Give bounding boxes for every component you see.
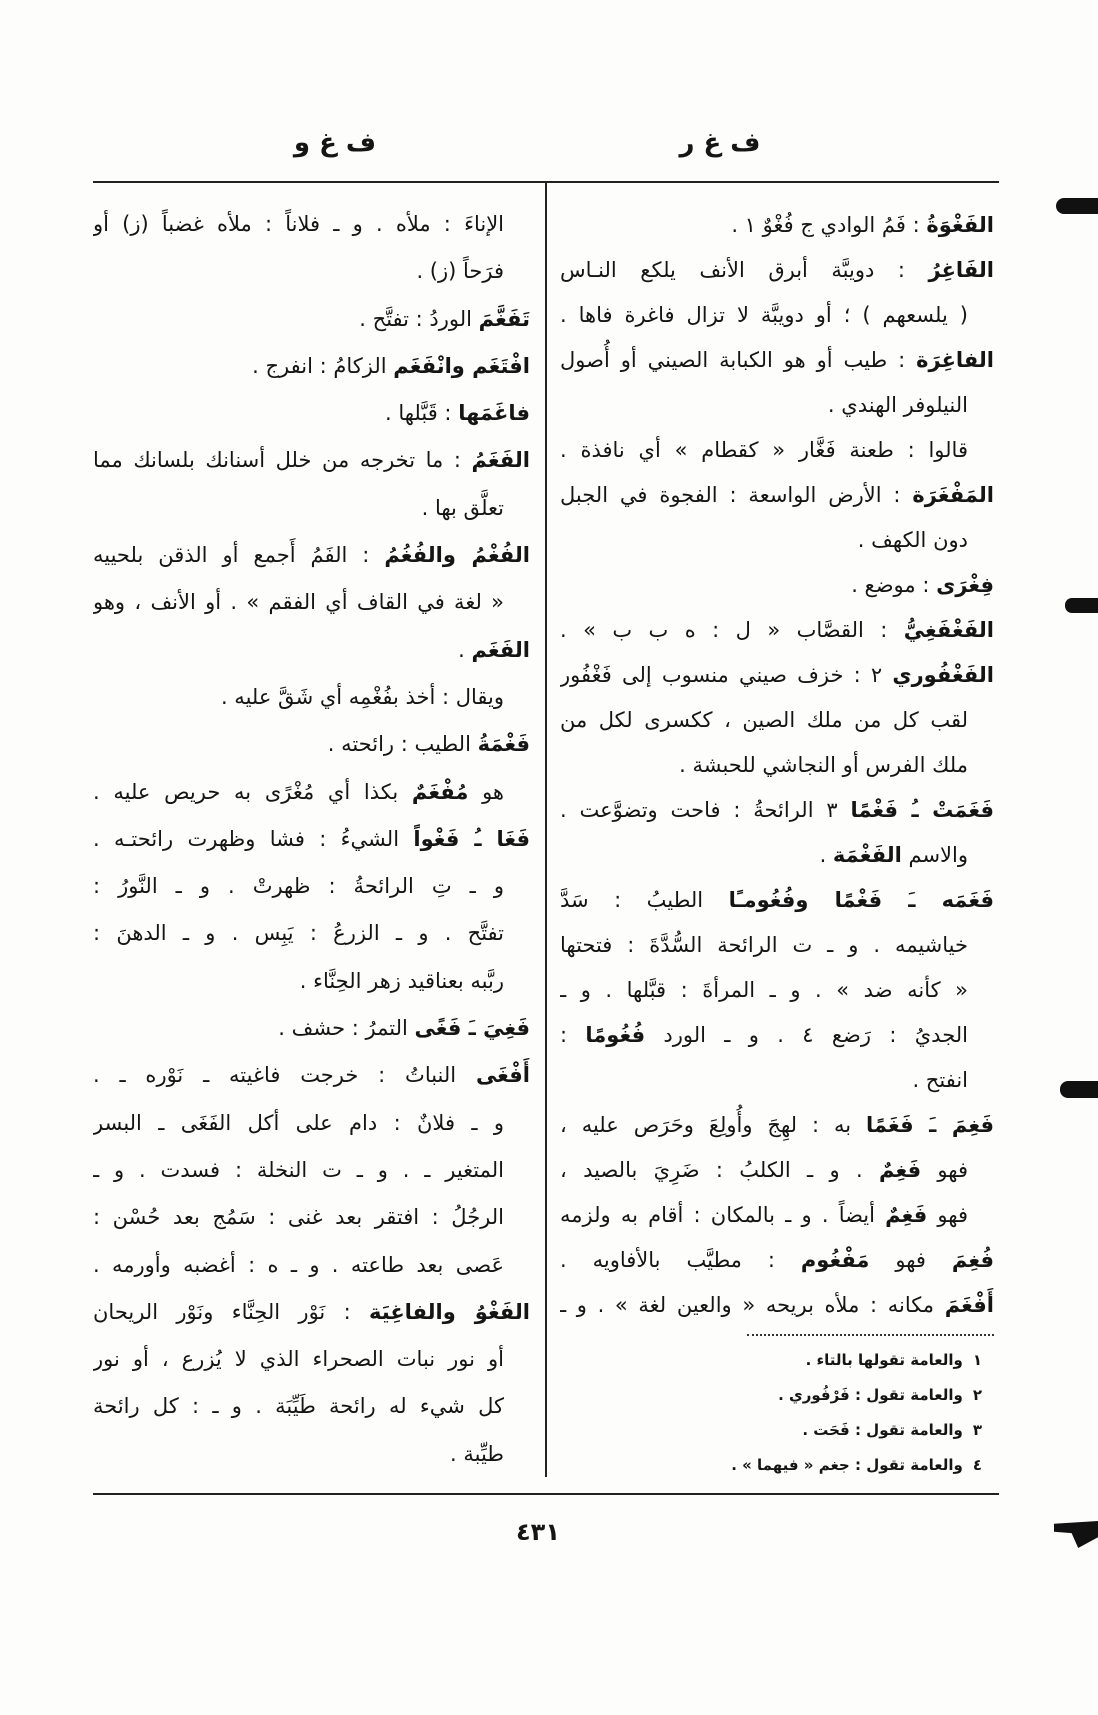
headword: تَفَغَّمَ: [478, 306, 530, 331]
headword: الفَغْفَغِيُّ: [903, 618, 994, 642]
headword: الفاغِرَة: [916, 348, 994, 372]
entry-line: [560, 743, 994, 788]
entry-line: [560, 473, 994, 518]
entry-line: [560, 1193, 994, 1238]
footnotes: [712, 1343, 982, 1483]
page-number: ٤٣١: [516, 1518, 560, 1546]
thumb-index-mark: [1065, 598, 1098, 613]
definition-text: النباتُ : خرجت فاغيته ـ نَوْره ـ .: [93, 1063, 476, 1088]
definition-text: فرَحاً (ز) .: [416, 259, 504, 284]
entry-line: [560, 203, 994, 248]
entry-line: [560, 518, 994, 563]
definition-text: : قَبَّلها .: [385, 401, 459, 426]
headword: فَغْمَةُ: [477, 732, 530, 757]
entry-line: [560, 428, 994, 473]
entry-line: [560, 878, 994, 923]
definition-text: فهو: [869, 1248, 952, 1272]
definition-text: ويقال : أخذ بفُغْمِه أي شَقَّ عليه .: [220, 684, 504, 709]
definition-text: عَصى بعد طاعته . و ـ ه : أغضبه وأورمه .: [93, 1252, 504, 1277]
definition-text: : نَوْر الحِنَّاء ونَوْر الريحان: [93, 1299, 370, 1324]
definition-text: هو: [468, 779, 504, 804]
definition-text: الطيبُ : سَدَّ: [560, 888, 729, 912]
headword: فُغِمَ: [951, 1248, 994, 1272]
definition-text: الإناءَ : ملأه . و ـ فلاناً : ملأه غضباً (ز) أو: [93, 212, 504, 236]
headword: الفُغْمُ والفُغُمُ: [384, 543, 530, 568]
definition-text: التمرُ : حشف .: [278, 1016, 415, 1041]
definition-text: : موضع .: [851, 573, 937, 597]
definition-text: أو نور نبات الصحراء الذي لا يُزرع ، أو نور: [93, 1347, 504, 1372]
definition-text: .: [458, 637, 472, 662]
definition-text: أيضاً . و ـ بالمكان : أقام به ولزمه: [560, 1203, 886, 1227]
entry-line: [560, 293, 994, 338]
entry-line: [93, 485, 530, 532]
definition-text: به : لهِجَ وأُولِعَ وحَرَص عليه ،: [560, 1113, 867, 1137]
entry-line: [93, 769, 530, 816]
definition-text: ربَّبه بعناقيد زهر الحِنَّاء .: [299, 968, 504, 993]
footnote-number: ١: [972, 1351, 982, 1369]
entry-line: [93, 816, 530, 863]
headword: فَغَمَتْ ـُ فَغْمًا: [850, 798, 994, 822]
definition-text: :: [560, 1023, 586, 1047]
headword: أَفْغَى: [475, 1063, 530, 1088]
footnote: [712, 1343, 982, 1378]
definition-text: : الأرض الواسعة : الفجوة في الجبل: [560, 483, 913, 507]
headword: أَفْغَمَ: [944, 1293, 994, 1317]
headword: فَغِمَ ـَ فَغَمًا: [866, 1113, 994, 1137]
entry-line: [93, 390, 530, 437]
definition-text: ملك الفرس أو النجاشي للحبشة .: [679, 753, 968, 777]
definition-text: النيلوفر الهندي .: [827, 393, 968, 417]
definition-text: خياشيمه . و ـ ت الرائحة السُّدَّةَ : فتحتها: [560, 933, 968, 957]
headword: فِغْرَى: [936, 573, 994, 597]
headword: الفَغْمَة: [832, 843, 902, 867]
left-column: [93, 201, 530, 1478]
footnote-number: ٤: [972, 1456, 982, 1474]
definition-text: بكذا أي مُغْرًى به حريص عليه .: [93, 779, 412, 804]
headword: فَغَمَه ـَ فَغْمًا وفُغُومـًا: [728, 888, 994, 912]
footnote-number: ٣: [972, 1421, 982, 1439]
entry-line: [560, 248, 994, 293]
entry-line: [93, 1431, 530, 1478]
entry-line: [93, 296, 530, 343]
definition-text: المتغير ـ . و ـ ت النخلة : فسدت . و ـ: [93, 1157, 504, 1182]
definition-text: قالوا : طعنة فَغَّار « كقطام » أي نافذة .: [560, 438, 968, 462]
entry-line: [560, 563, 994, 608]
footnote-number: ٢: [972, 1386, 982, 1404]
entry-line: [93, 721, 530, 768]
definition-text: انفتح .: [912, 1068, 968, 1092]
headword: الفَغْفُوري: [892, 663, 994, 687]
definition-text: : دويبَّة أبرق الأنف يلكع النـاس: [560, 258, 929, 282]
right-column: [560, 203, 994, 1328]
headword: الفَغْوُ والفاغِيَة: [369, 1299, 530, 1324]
entry-line: [560, 833, 994, 878]
definition-text: و ـ فلانٌ : دام على أكل الفَغَى ـ البسر: [93, 1110, 504, 1135]
definition-text: ( يلسعهم ) ؛ أو دويبَّة لا تزال فاغرة فاها .: [560, 303, 968, 327]
running-head-right: ف غ ر: [679, 128, 761, 158]
headword: المَفْغَرَة: [912, 483, 994, 507]
entry-line: [93, 1242, 530, 1289]
definition-text: ٢ : خزف صيني منسوب إلى فَغْفُور: [560, 663, 893, 687]
bottom-rule: [93, 1493, 999, 1495]
headword: مَفْغُوم: [800, 1248, 870, 1272]
running-head-left: ف غ و: [293, 128, 377, 158]
entry-line: [93, 248, 530, 295]
thumb-index-mark: [1056, 198, 1098, 214]
entry-line: [93, 532, 530, 579]
entry-line: [93, 1005, 530, 1052]
definition-text: دون الكهف .: [857, 528, 968, 552]
definition-text: فهو: [927, 1203, 968, 1227]
entry-line: [560, 968, 994, 1013]
headword: افْتَغَم وانْفَغَم: [393, 353, 530, 378]
headword: الفَغْوَةُ: [926, 213, 994, 237]
definition-text: والاسم: [901, 843, 968, 867]
headword: الفَغَمُ: [471, 448, 530, 473]
entry-line: [560, 923, 994, 968]
headword: فَغِمٌ: [885, 1203, 928, 1227]
definition-text: ٣ الرائحةُ : فاحت وتضوَّعت .: [560, 798, 851, 822]
definition-text: « لغة في القاف أي الفقم » . أو الأنف ، وهو: [93, 590, 504, 615]
definition-text: . و ـ الكلبُ : ضَرِيَ بالصيد ،: [560, 1158, 880, 1182]
entry-line: [560, 1148, 994, 1193]
entry-line: [93, 627, 530, 674]
definition-text: لقب كل من ملك الصين ، ككسرى لكل من: [560, 708, 968, 732]
footnote: [712, 1378, 982, 1413]
headword: الفَاغِرُ: [928, 258, 994, 282]
definition-text: « كأنه ضد » . و ـ المرأةَ : قبَّلها . و ـ: [560, 978, 968, 1002]
headword: مُفْغَمٌ: [411, 779, 469, 804]
definition-text: : ما تخرجه من خلل أسنانك بلسانك مما: [93, 448, 472, 473]
definition-text: .: [819, 843, 833, 867]
headword: الفَغَم: [471, 637, 530, 662]
definition-text: الجديُ : رَضع ٤ . و ـ الورد: [645, 1023, 968, 1047]
column-divider: [545, 183, 547, 1477]
definition-text: فهو: [921, 1158, 968, 1182]
definition-text: : طيب أو هو الكبابة الصيني أو أُصول: [560, 348, 917, 372]
definition-text: مكانه : ملأه بريحه « والعين لغة » . و ـ: [560, 1293, 945, 1317]
footnote-text: والعامة تقولها بالتاء .: [805, 1351, 963, 1369]
definition-text: الوردُ : تفتَّح .: [359, 306, 479, 331]
headword: فَغَا ـُ فَغْواً: [413, 826, 530, 851]
entry-line: [560, 698, 994, 743]
footnote-separator: [747, 1334, 994, 1336]
entry-line: [93, 343, 530, 390]
entry-line: [560, 1058, 994, 1103]
definition-text: : الفَمُ أَجمع أو الذقن بلحييه: [93, 543, 385, 568]
definition-text: : القصَّاب « ل : ه ب ب » .: [560, 618, 904, 642]
entry-line: [560, 1103, 994, 1148]
definition-text: الطيب : رائحته .: [327, 732, 478, 757]
entry-line: [93, 437, 530, 484]
entry-line: [93, 958, 530, 1005]
definition-text: الزكامُ : انفرج .: [252, 353, 394, 378]
entry-line: [93, 1289, 530, 1336]
definition-text: تعلَّق بها .: [421, 495, 504, 520]
definition-text: : فَمُ الوادي ج فُغْوٌ ١ .: [731, 213, 927, 237]
entry-line: [93, 201, 530, 248]
entry-line: [560, 338, 994, 383]
entry-line: [93, 579, 530, 626]
footnote-text: والعامة تقول : فَحَت .: [802, 1421, 963, 1439]
entry-line: [93, 1147, 530, 1194]
footnote-text: والعامة تقول : جغم « فيهما » .: [731, 1456, 963, 1474]
entry-line: [560, 1283, 994, 1328]
headword: فَغِمٌ: [879, 1158, 922, 1182]
entry-line: [560, 383, 994, 428]
entry-line: [93, 1100, 530, 1147]
definition-text: الشيءُ : فشا وظهرت رائحتـه .: [93, 826, 414, 851]
footnote: [712, 1413, 982, 1448]
definition-text: طيِّبة .: [450, 1441, 504, 1466]
definition-text: و ـ تِ الرائحةُ : ظهرتْ . و ـ النَّورُ :: [93, 874, 504, 899]
headword: فُغُومًا: [585, 1023, 646, 1047]
entry-line: [560, 653, 994, 698]
entry-line: [560, 1013, 994, 1058]
footnote: [712, 1448, 982, 1483]
entry-line: [560, 608, 994, 653]
headword: فَغِيَ ـَ فَغًى: [414, 1016, 530, 1041]
definition-text: : مطيَّب بالأفاويه .: [560, 1248, 801, 1272]
definition-text: كل شيء له رائحة طَيِّبَة . و ـ : كل رائحة: [93, 1394, 504, 1419]
entry-line: [93, 1336, 530, 1383]
entry-line: [93, 863, 530, 910]
definition-text: الرجُلُ : افتقر بعد غنى : سَمُج بعد حُسْن :: [93, 1205, 504, 1230]
entry-line: [93, 1194, 530, 1241]
entry-line: [93, 910, 530, 957]
entry-line: [560, 1238, 994, 1283]
definition-text: تفتَّح . و ـ الزرعُ : يَبِس . و ـ الدهنَ :: [93, 921, 504, 946]
footnote-text: والعامة تقول : فَرْفُوري .: [778, 1386, 963, 1404]
thumb-index-mark: [1054, 1521, 1098, 1548]
entry-line: [93, 1383, 530, 1430]
entry-line: [93, 674, 530, 721]
thumb-index-mark: [1060, 1081, 1098, 1098]
entry-line: [93, 1052, 530, 1099]
headword: فاغَمَها: [458, 401, 530, 426]
entry-line: [560, 788, 994, 833]
